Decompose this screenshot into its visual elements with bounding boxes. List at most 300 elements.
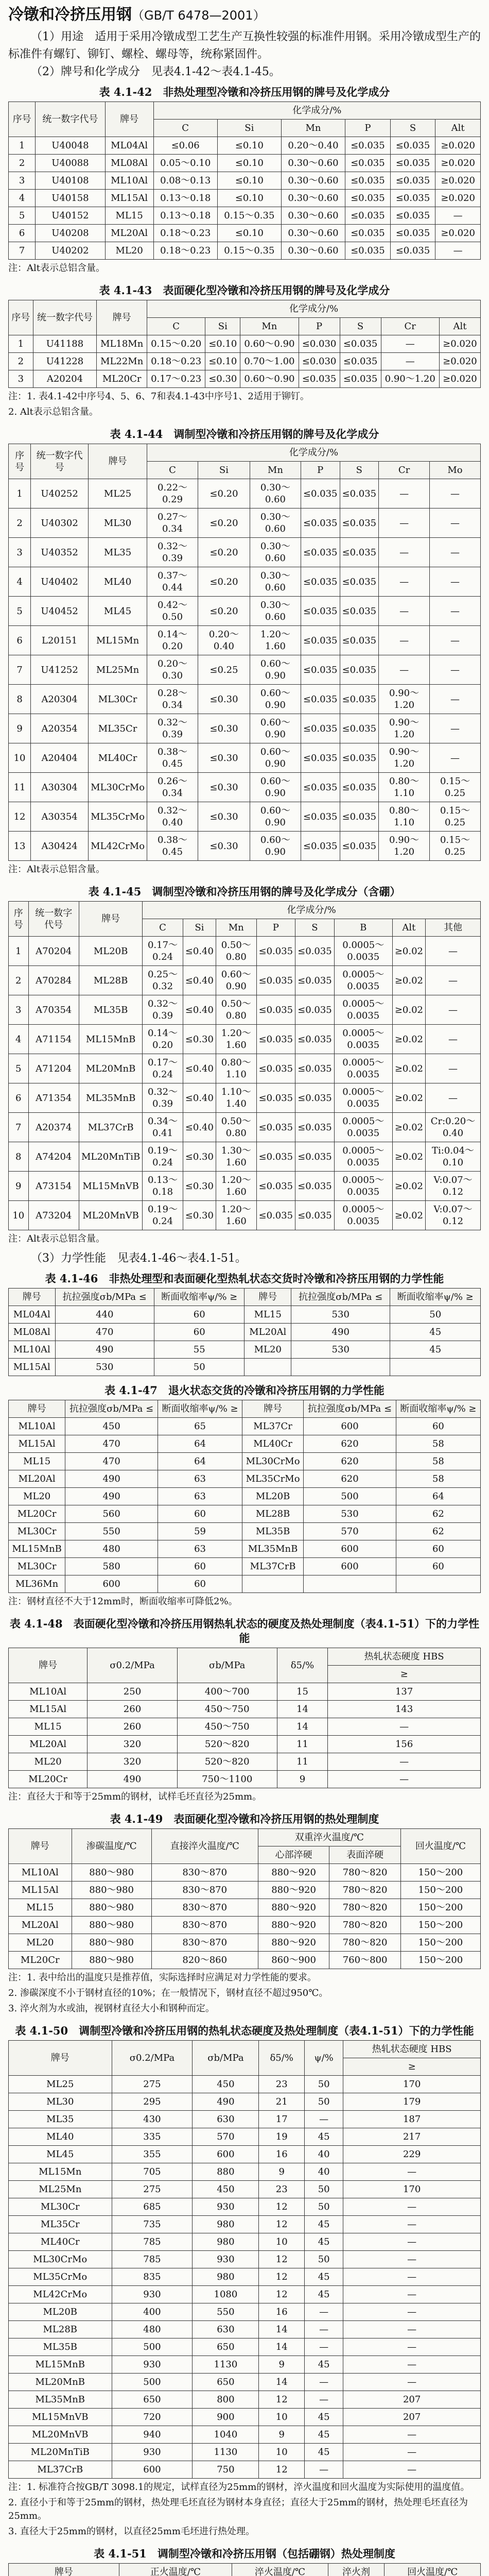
table-cell: ML37CrB xyxy=(79,1113,142,1142)
table-cell: ML28B xyxy=(242,1505,304,1523)
table-cell: ≥0.02 xyxy=(392,1142,425,1172)
table-cell: 930 xyxy=(112,2286,193,2303)
table-cell: ≥0.02 xyxy=(392,1054,425,1083)
table-cell: 6 xyxy=(9,626,31,655)
table-cell: 880～980 xyxy=(72,1917,151,1934)
table-cell: 0.20～0.30 xyxy=(147,655,198,685)
table-cell: 0.15～0.20 xyxy=(147,335,205,353)
table-row xyxy=(9,370,481,388)
table-cell: ML04Al xyxy=(9,1306,56,1324)
table-cell: ≤0.035 xyxy=(390,155,435,172)
table-row xyxy=(9,2181,481,2198)
table-cell: 11 xyxy=(9,773,31,802)
table-cell: V:0.07～0.12 xyxy=(425,1201,480,1230)
table-row xyxy=(9,995,481,1025)
table-cell: — xyxy=(343,2198,481,2216)
table-cell: — xyxy=(379,567,430,597)
table-cell: 0.17～0.23 xyxy=(147,370,205,388)
table-cell: ≤0.035 xyxy=(295,1054,335,1083)
table-cell: 21 xyxy=(259,2093,305,2111)
table-cell: — xyxy=(430,509,481,538)
table-cell: 980 xyxy=(193,2216,259,2233)
table-cell: 150～200 xyxy=(400,1899,480,1917)
table-cell: ≤0.035 xyxy=(340,479,379,509)
table-cell: — xyxy=(343,2461,481,2479)
table-cell: — xyxy=(343,2163,481,2181)
table-cell: 0.30～0.60 xyxy=(250,597,301,626)
table-note: 注：1. 标准符合按GB/T 3098.1的规定，试样直径为25mm的钢材，淬火温度和回火温度为实际使用的温度值。 xyxy=(8,2482,470,2493)
table-cell: ≤0.035 xyxy=(390,207,435,225)
table-cell: — xyxy=(328,1771,481,1788)
table-cell: 12 xyxy=(259,2251,305,2268)
column-header: Si xyxy=(198,462,250,479)
table-row xyxy=(9,1575,481,1593)
table-cell: 0.80～1.10 xyxy=(379,773,430,802)
column-header: C xyxy=(143,919,183,937)
table-cell: ML45 xyxy=(89,597,147,626)
table-cell: ML20MnVB xyxy=(9,2426,112,2444)
table-cell: 450 xyxy=(193,2076,259,2093)
table-cell: ≤0.10 xyxy=(217,137,281,155)
table-note: 注：Alt表示总铝含量。 xyxy=(8,263,105,274)
table-cell: 0.15～0.35 xyxy=(217,207,281,225)
column-header: 序号 xyxy=(9,902,29,937)
column-header: S xyxy=(295,919,335,937)
table-caption: 表 4.1-50 调制型冷镦和冷挤压用钢的热轧状态硬度及热处理制度（表4.1-51）下的力学性能 xyxy=(15,2024,474,2037)
table-cell: 50 xyxy=(305,2251,343,2268)
table-row xyxy=(9,2216,481,2233)
column-header: B xyxy=(334,919,392,937)
table-cell: ML20Cr xyxy=(9,1505,65,1523)
table-cell: 60 xyxy=(396,1540,480,1558)
table-cell: ≤0.035 xyxy=(340,832,379,861)
table-note: 3. 直径大于25mm的钢材，以直径25mm毛坯进行热处理。 xyxy=(8,2526,255,2537)
table-cell: ML25Mn xyxy=(89,655,147,685)
table-cell: 0.17～0.24 xyxy=(143,1054,183,1083)
table-cell: 750～1100 xyxy=(177,1771,277,1788)
table-row xyxy=(9,1753,481,1771)
table-cell: 15 xyxy=(277,1683,328,1701)
table-cell: 0.42～0.50 xyxy=(147,597,198,626)
table-cell: 0.32～0.39 xyxy=(143,995,183,1025)
table-cell: 10 xyxy=(259,2233,305,2251)
table-cell: 250 xyxy=(88,1683,178,1701)
table-cell: 12 xyxy=(259,2391,305,2409)
table-cell: ML35MnB xyxy=(9,2391,112,2409)
table-cell: ≤0.40 xyxy=(183,1054,216,1083)
table-cell: ML10Al xyxy=(9,1683,88,1701)
table-cell: 0.60～0.90 xyxy=(250,685,301,714)
table-cell: ≤0.035 xyxy=(390,137,435,155)
table-cell: 880～920 xyxy=(258,1864,329,1882)
table-cell: ML35B xyxy=(242,1523,304,1540)
standard-number: （GB/T 6478—2001） xyxy=(132,8,266,23)
column-header: 回火温度/℃ xyxy=(385,2564,481,2576)
table-cell: 0.14～0.20 xyxy=(147,626,198,655)
table-cell: 150～200 xyxy=(400,1882,480,1899)
table-cell: 207 xyxy=(343,2391,481,2409)
table-cell: 0.60～0.90 xyxy=(240,335,299,353)
table-cell: ≤0.25 xyxy=(198,655,250,685)
table-cell: 45 xyxy=(305,2128,343,2146)
table-cell: 880～980 xyxy=(72,1899,151,1917)
table-row xyxy=(9,966,481,995)
table-cell: ML40Cr xyxy=(9,2233,112,2251)
table-row xyxy=(9,2303,481,2321)
table-cell: 0.60～0.90 xyxy=(250,714,301,743)
table-caption: 表 4.1-51 调制型冷镦和冷挤压用钢（包括硼钢）热处理制度 xyxy=(94,2547,395,2560)
table-cell: — xyxy=(343,2426,481,2444)
table-cell: 2 xyxy=(9,509,31,538)
table-cell: 156 xyxy=(328,1736,481,1753)
table-cell: 0.20～0.40 xyxy=(198,626,250,655)
column-header: 牌号 xyxy=(9,2041,112,2076)
table-cell: 570 xyxy=(304,1523,396,1540)
table-row xyxy=(9,2111,481,2128)
table-cell: 0.13～0.18 xyxy=(153,207,217,225)
table-cell: 4 xyxy=(9,190,36,207)
table-cell: 570 xyxy=(193,2128,259,2146)
table-cell: 5 xyxy=(9,1054,29,1083)
table-cell: 137 xyxy=(328,1683,481,1701)
table-cell: ML20MnTiB xyxy=(79,1142,142,1172)
column-header: Mo xyxy=(430,462,481,479)
table-cell: 10 xyxy=(259,2444,305,2461)
table-cell: ML20Al xyxy=(105,225,153,242)
table-cell: 7 xyxy=(9,242,36,260)
table-row xyxy=(9,2128,481,2146)
table-cell: 785 xyxy=(112,2233,193,2251)
table-cell: 430 xyxy=(112,2111,193,2128)
table-cell: 820～860 xyxy=(151,1952,258,1969)
table-cell: — xyxy=(305,2374,343,2391)
table-cell: ML36Mn xyxy=(9,1575,65,1593)
table-cell: A20374 xyxy=(28,1113,79,1142)
table-cell: 780～820 xyxy=(329,1917,401,1934)
table-cell: A30304 xyxy=(31,773,89,802)
table-cell: 1.20～1.60 xyxy=(216,1201,256,1230)
table-cell: 0.30～0.60 xyxy=(250,479,301,509)
table-cell: 5 xyxy=(9,207,36,225)
table-cell: 14 xyxy=(277,1701,328,1718)
table-cell: ≤0.10 xyxy=(217,172,281,190)
table-cell: ≤0.035 xyxy=(345,225,391,242)
table-cell xyxy=(291,1359,390,1376)
table-row xyxy=(9,2163,481,2181)
table-cell: ≥0.02 xyxy=(392,966,425,995)
table-cell: 0.90～1.20 xyxy=(381,370,439,388)
table-cell: Cr:0.20～0.40 xyxy=(425,1113,480,1142)
column-header: δ5/% xyxy=(259,2041,305,2076)
table-cell: 9 xyxy=(9,1172,29,1201)
table-cell: — xyxy=(343,2338,481,2356)
table-cell: ≤0.035 xyxy=(301,655,340,685)
table-cell: 16 xyxy=(259,2303,305,2321)
table-cell: 0.15～0.25 xyxy=(430,802,481,832)
table-cell: 275 xyxy=(112,2076,193,2093)
table-cell: 0.90～1.20 xyxy=(379,714,430,743)
table-row xyxy=(9,597,481,626)
table-cell: ≤0.035 xyxy=(340,370,381,388)
table-cell: 1080 xyxy=(193,2286,259,2303)
table-cell: ≤0.035 xyxy=(390,190,435,207)
table-cell: ML10Al xyxy=(9,1418,65,1435)
table-cell: 45 xyxy=(390,1341,481,1359)
header-row xyxy=(9,1829,481,1846)
column-header: 化学成分/% xyxy=(143,902,481,919)
table-cell: 1 xyxy=(9,137,36,155)
table-cell: 0.60～0.90 xyxy=(250,773,301,802)
table-cell: 630 xyxy=(193,2111,259,2128)
page-title xyxy=(8,5,481,25)
table-cell: 620 xyxy=(304,1470,396,1488)
table-row xyxy=(9,1718,481,1736)
table-cell: ML30Cr xyxy=(9,1558,65,1575)
table-cell: ≥0.02 xyxy=(392,1083,425,1113)
column-header: Si xyxy=(205,318,240,335)
table-cell: 1.20～1.60 xyxy=(216,1172,256,1201)
table-cell: 50 xyxy=(305,2198,343,2216)
data-table-4 xyxy=(8,901,481,1230)
table-cell: 0.0005～0.0035 xyxy=(334,937,392,966)
table-cell: — xyxy=(379,626,430,655)
table-cell: 14 xyxy=(259,2321,305,2338)
table-cell: 3 xyxy=(9,538,31,567)
data-table-7 xyxy=(8,1648,481,1788)
table-cell: 785 xyxy=(112,2251,193,2268)
table-cell: 0.90～1.20 xyxy=(379,743,430,773)
table-cell: 45 xyxy=(305,2286,343,2303)
table-cell: — xyxy=(328,1718,481,1736)
column-header: P xyxy=(299,318,340,335)
table-cell: ML40Cr xyxy=(89,743,147,773)
table-cell: U40202 xyxy=(36,242,106,260)
column-header: S xyxy=(340,318,381,335)
table-cell: ML20B xyxy=(9,2303,112,2321)
table-cell: 880 xyxy=(193,2163,259,2181)
table-cell: 0.38～0.45 xyxy=(147,832,198,861)
table-cell: ML35B xyxy=(9,2338,112,2356)
table-cell: ≤0.035 xyxy=(340,685,379,714)
table-cell: — xyxy=(305,2321,343,2338)
table-cell: 470 xyxy=(65,1435,158,1453)
table-cell: 9 xyxy=(259,2356,305,2374)
table-cell: 60 xyxy=(154,1324,244,1341)
table-cell: 12 xyxy=(259,2286,305,2303)
table-cell: ≤0.10 xyxy=(205,335,240,353)
table-cell: ML15Al xyxy=(9,1435,65,1453)
table-cell: 0.30～0.60 xyxy=(281,242,345,260)
table-row xyxy=(9,1025,481,1054)
table-cell: U41228 xyxy=(33,353,97,370)
column-header: P xyxy=(345,120,391,137)
table-cell: 0.26～0.34 xyxy=(147,773,198,802)
table-cell: 930 xyxy=(193,2251,259,2268)
table-cell: 490 xyxy=(291,1324,390,1341)
table-cell: A30424 xyxy=(31,832,89,861)
table-row xyxy=(9,2461,481,2479)
table-cell: 150～200 xyxy=(400,1917,480,1934)
table-cell: 0.14～0.20 xyxy=(143,1025,183,1054)
table-cell: ML30Cr xyxy=(89,685,147,714)
table-cell: 940 xyxy=(112,2426,193,2444)
column-header: Alt xyxy=(435,120,481,137)
table-cell: 600 xyxy=(112,2461,193,2479)
table-row xyxy=(9,773,481,802)
table-cell: ≤0.40 xyxy=(183,1083,216,1113)
table-cell: 60 xyxy=(396,1558,480,1575)
column-header: C xyxy=(153,120,217,137)
table-cell: ≤0.035 xyxy=(301,773,340,802)
column-header: 统一数字代号 xyxy=(28,902,79,937)
title-text: 冷镦和冷挤压用钢 xyxy=(8,6,132,24)
table-cell: 229 xyxy=(343,2146,481,2163)
table-cell: — xyxy=(435,242,481,260)
property-tables xyxy=(8,1272,481,2576)
table-row xyxy=(9,1083,481,1113)
table-cell: 55 xyxy=(154,1341,244,1359)
table-cell: ≤0.035 xyxy=(340,335,381,353)
table-cell: ≤0.035 xyxy=(340,626,379,655)
table-cell: 440 xyxy=(55,1306,154,1324)
table-cell: ≥0.02 xyxy=(392,937,425,966)
table-note: 注：1. 表中给出的温度只是推荐值，实际选择时应满足对力学性能的要求。 xyxy=(8,1972,317,1983)
column-header: 淬火温度/℃ xyxy=(232,2564,328,2576)
table-cell: 980 xyxy=(193,2268,259,2286)
column-header: 断面收缩率ψ/% ≥ xyxy=(396,1400,480,1418)
column-header: σ0.2/MPa xyxy=(88,1648,178,1683)
table-cell: ≤0.06 xyxy=(153,137,217,155)
table-row xyxy=(9,2198,481,2216)
table-cell: ML35Cr xyxy=(9,2216,112,2233)
table-row xyxy=(9,2374,481,2391)
table-cell: ≤0.035 xyxy=(345,207,391,225)
table-cell: — xyxy=(430,655,481,685)
table-cell: 2 xyxy=(9,155,36,172)
table-cell: 0.15～0.25 xyxy=(430,773,481,802)
spacer xyxy=(8,1609,481,1613)
table-cell: ML20 xyxy=(9,1934,72,1952)
table-cell: 650 xyxy=(193,2374,259,2391)
table-cell: 490 xyxy=(193,2093,259,2111)
table-note: 2. 直径小于和等于25mm的钢材，热处理毛坯直径为钢材本身直径；直径大于25mm的钢材，热处理毛坯直径为25mm。 xyxy=(8,2497,468,2521)
table-cell: ML15 xyxy=(9,1453,65,1470)
table-cell: ML20MnTiB xyxy=(9,2444,112,2461)
column-header: 回火温度/℃ xyxy=(400,1829,480,1864)
table-row xyxy=(9,1899,481,1917)
table-cell: 45 xyxy=(305,2444,343,2461)
table-cell: ML35CrMo xyxy=(242,1470,304,1488)
table-cell: 65 xyxy=(158,1418,242,1435)
table-cell: A71154 xyxy=(28,1025,79,1054)
column-header: 热轧状态硬度 HBS xyxy=(343,2041,481,2058)
column-header: 牌号 xyxy=(9,2564,119,2576)
table-row xyxy=(9,2321,481,2338)
column-header: 抗拉强度σb/MPa ≤ xyxy=(55,1289,154,1306)
table-note: 注：1. 表4.1-42中序号4、5、6、7和表4.1-43中序号1、2适用于铆钉。 xyxy=(8,391,309,402)
table-cell: 450～750 xyxy=(177,1701,277,1718)
table-cell: 12 xyxy=(259,2268,305,2286)
table-cell: ≤0.10 xyxy=(217,155,281,172)
table-cell: 780～820 xyxy=(329,1934,401,1952)
table-cell xyxy=(304,1575,396,1593)
table-cell: 14 xyxy=(259,2338,305,2356)
table-row xyxy=(9,335,481,353)
table-cell: 0.60～0.90 xyxy=(250,743,301,773)
table-cell: ≤0.30 xyxy=(183,1201,216,1230)
table-cell: 260 xyxy=(88,1718,178,1736)
column-header: Mn xyxy=(281,120,345,137)
table-row xyxy=(9,567,481,597)
table-cell: ML30CrMo xyxy=(242,1453,304,1470)
table-cell: 45 xyxy=(305,2409,343,2426)
column-header: 断面收缩率ψ/% ≥ xyxy=(390,1289,481,1306)
table-cell: 0.50～0.80 xyxy=(216,1113,256,1142)
table-cell: 179 xyxy=(343,2093,481,2111)
table-cell: 490 xyxy=(65,1470,158,1488)
table-cell: 9 xyxy=(259,2163,305,2181)
column-header: Mn xyxy=(216,919,256,937)
table-cell: U41252 xyxy=(31,655,89,685)
table-cell: U40402 xyxy=(31,567,89,597)
table-cell: 600 xyxy=(65,1575,158,1593)
table-row xyxy=(9,2286,481,2303)
table-cell: 207 xyxy=(343,2409,481,2426)
table-cell: 12 xyxy=(259,2461,305,2479)
table-cell: 0.15～0.35 xyxy=(217,242,281,260)
table-cell: ML35 xyxy=(9,2111,112,2128)
table-cell: 0.20～0.40 xyxy=(281,137,345,155)
table-cell: 0.19～0.24 xyxy=(143,1201,183,1230)
table-cell: L20151 xyxy=(31,626,89,655)
table-cell: 830～870 xyxy=(151,1934,258,1952)
table-cell: ≤0.035 xyxy=(345,137,391,155)
table-cell: 0.0005～0.0035 xyxy=(334,1201,392,1230)
table-caption: 表 4.1-48 表面硬化型冷镦和冷挤压用钢热轧状态的硬度及热处理制度（表4.1-51）下的力学性能 xyxy=(9,1617,480,1645)
table-caption: 表 4.1-42 非热处理型冷镦和冷挤压用钢的牌号及化学成分 xyxy=(99,86,390,98)
table-cell: ML15Mn xyxy=(89,626,147,655)
table-cell: 1 xyxy=(9,335,33,353)
table-cell: ML40 xyxy=(89,567,147,597)
table-cell: 60 xyxy=(158,1558,242,1575)
table-cell: 0.30～0.60 xyxy=(281,225,345,242)
table-cell: 0.25～0.32 xyxy=(143,966,183,995)
header-row xyxy=(9,2564,481,2576)
table-cell: 1130 xyxy=(193,2444,259,2461)
table-cell: ML22Mn xyxy=(97,353,147,370)
table-cell: ≤0.40 xyxy=(183,995,216,1025)
table-cell: 400 xyxy=(112,2303,193,2321)
table-cell: 0.70～1.00 xyxy=(240,353,299,370)
data-table-8 xyxy=(8,1828,481,1969)
table-cell: 0.19～0.24 xyxy=(143,1142,183,1172)
header-row xyxy=(9,1648,481,1666)
table-cell: ML10Al xyxy=(9,1864,72,1882)
data-table-5 xyxy=(8,1288,481,1376)
data-table-6 xyxy=(8,1400,481,1593)
table-cell: ≤0.10 xyxy=(217,190,281,207)
table-cell: ML35CrMo xyxy=(9,2268,112,2286)
table-cell: ≤0.035 xyxy=(340,567,379,597)
table-cell: ML42CrMo xyxy=(89,832,147,861)
table-cell: ≥0.020 xyxy=(439,370,480,388)
table-cell: ≤0.035 xyxy=(256,995,295,1025)
table-cell: ≥0.020 xyxy=(435,190,481,207)
column-header: 正火温度/℃ xyxy=(119,2564,232,2576)
header-row xyxy=(9,102,481,120)
table-cell: 0.08～0.13 xyxy=(153,172,217,190)
table-cell: 0.30～0.60 xyxy=(281,190,345,207)
